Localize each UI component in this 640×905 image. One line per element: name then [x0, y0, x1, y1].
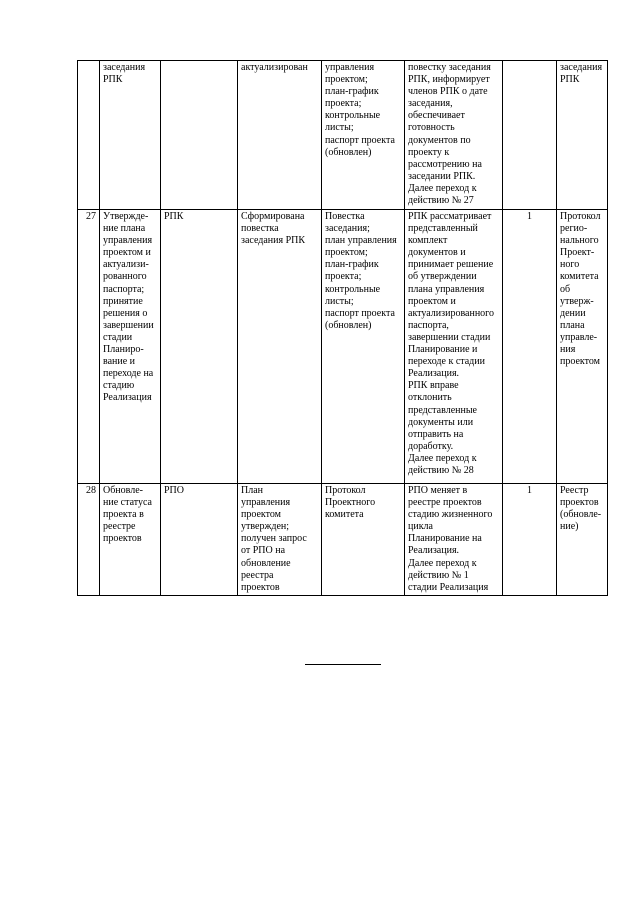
- cell-number: 27: [78, 210, 100, 484]
- cell-inputs: Повестка заседания; план управления проектом; план-график проекта; контрольные листы; паспорт проекта (обновлен): [322, 210, 405, 484]
- cell-executor: РПО: [161, 484, 238, 596]
- cell-quantity: [503, 61, 557, 210]
- cell-number: 28: [78, 484, 100, 596]
- cell-action: заседания РПК: [100, 61, 161, 210]
- cell-condition: Сформирована повестка заседания РПК: [238, 210, 322, 484]
- cell-quantity: 1: [503, 210, 557, 484]
- table-row: [78, 210, 608, 484]
- cell-description: РПО меняет в реестре проектов стадию жизненного цикла Планирование на Реализация. Далее переход к действию № 1 стадии Реализация: [405, 484, 503, 596]
- cell-description: повестку заседания РПК, информирует членов РПК о дате заседания, обеспечивает готовность документов по проекту к рассмотрению на заседании РПК. Далее переход к действию № 27: [405, 61, 503, 210]
- cell-result: заседания РПК: [557, 61, 608, 210]
- cell-inputs: управления проектом; план-график проекта; контрольные листы; паспорт проекта (обновлен): [322, 61, 405, 210]
- cell-action: Обновле- ние статуса проекта в реестре проектов: [100, 484, 161, 596]
- cell-action: Утвержде- ние плана управления проектом и актуализи- рованного паспорта; принятие решения о завершении стадии Планиро- вание и переходе на стадию Реализация: [100, 210, 161, 484]
- cell-condition: актуализирован: [238, 61, 322, 210]
- cell-condition: План управления проектом утвержден; получен запрос от РПО на обновление реестра проектов: [238, 484, 322, 596]
- cell-executor: РПК: [161, 210, 238, 484]
- table-row: [78, 484, 608, 596]
- process-table: [77, 60, 608, 596]
- table-row: [78, 61, 608, 210]
- cell-result: Реестр проектов (обновле- ние): [557, 484, 608, 596]
- cell-executor: [161, 61, 238, 210]
- cell-description: РПК рассматривает представленный комплект документов и принимает решение об утверждении плана управления проектом и актуализированного паспорта, завершении стадии Планирование и переходе к стадии Реализация. РПК вправе отклонить представленные документы или отправить на доработку. Далее переход к действию № 28: [405, 210, 503, 484]
- cell-quantity: 1: [503, 484, 557, 596]
- cell-result: Протокол регио- нального Проект- ного комитета об утверж- дении плана управле- ния проектом: [557, 210, 608, 484]
- cell-number: [78, 61, 100, 210]
- cell-inputs: Протокол Проектного комитета: [322, 484, 405, 596]
- end-divider-line: [305, 664, 381, 665]
